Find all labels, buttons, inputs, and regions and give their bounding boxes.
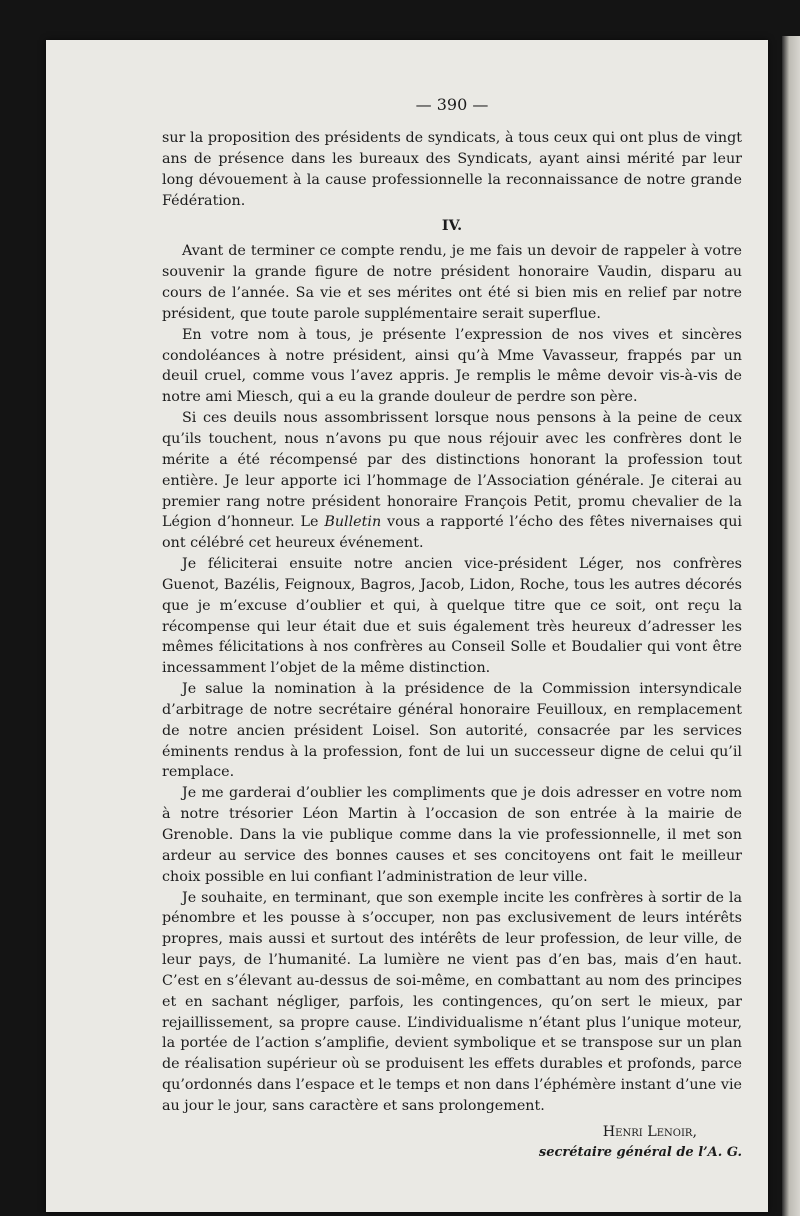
paragraph-2: Avant de terminer ce compte rendu, je me fais un devoir de rappeler à votre souvenir la grande figure de notre président honoraire Vaudin, disparu au cours de l’année. Sa vie et ses mérites ont été si bien mis en relief par notre président, que toute parole supplémentaire serait superflue.: [162, 243, 742, 322]
paragraph-6: Je salue la nomination à la présidence de la Commission intersyndicale d’arbitrage de notre secrétaire général honoraire Feuilloux, en remplacement de notre ancien président Loisel. Son autorité, consacrée par les services éminents rendus à la profession, font de lui un successeur digne de celui qu’il remplace.: [162, 681, 742, 781]
paragraph-5: Je féliciterai ensuite notre ancien vice-président Léger, nos confrères Guenot, Bazélis, Feignoux, Bagros, Jacob, Lidon, Roche, tous les autres décorés que je m’excuse d’oublier et qui, à quelque titre que ce soit, ont reçu la récompense qui leur était due et suis également très heureux d’adresser les mêmes félicitations à nos confrères au Conseil Solle et Boudalier qui vont être incessamment l’objet de la même distinction.: [162, 556, 742, 677]
signature-name: Henri Lenoir,: [602, 1123, 697, 1140]
paragraph-7: Je me garderai d’oublier les compliments que je dois adresser en votre nom à notre trésorier Léon Martin à l’occasion de son entrée à la mairie de Grenoble. Dans la vie publique comme dans la vie professionnelle, il met son ardeur au service des bonnes causes et ses concitoyens ont fait le meilleur choix possible en lui confiant l’administration de leur ville.: [162, 785, 742, 885]
paragraph-8: Je souhaite, en terminant, que son exemple incite les confrères à sortir de la pénombre et les pousse à s’occuper, non pas exclusivement de leurs intérêts propres, mais aussi et surtout des intérêts de leur profession, de leur ville, de leur pays, de l’humanité. La lumière ne vient pas d’en bas, mais d’en haut. C’est en s’élevant au-dessus de soi-même, en combattant au nom des principes et en sachant négliger, parfois, les contingences, qu’on sert le mieux, par rejaillissement, sa propre cause. L’individualisme n’étant plus l’unique moteur, la portée de l’action s’amplifie, devient symbolique et se transpose sur un plan de réalisation supérieur où se produisent les effets durables et profonds, parce qu’ordonnés dans l’espace et le temps et non dans l’éphémère instant d’une vie au jour le jour, sans caractère et sans prolongement.: [162, 889, 742, 1114]
page-number: — 390 —: [415, 95, 489, 114]
paragraph-1: sur la proposition des présidents de syndicats, à tous ceux qui ont plus de vingt ans de présence dans les bureaux des Syndicats, ayant ainsi mérité par leur long dévouement à la cause professionnelle la reconnaissance de notre grande Fédération.: [162, 130, 742, 209]
document-page: [46, 40, 768, 1212]
adjacent-page-edge: [782, 36, 800, 1216]
section-heading: IV.: [441, 218, 463, 235]
signature-title: secrétaire général de l’A. G.: [538, 1144, 742, 1160]
paragraph-3: En votre nom à tous, je présente l’expression de nos vives et sincères condoléances à notre président, ainsi qu’à Mme Vavasseur, frappés par un deuil cruel, comme vous l’avez appris. Je remplis le même devoir vis-à-vis de notre ami Miesch, qui a eu la grande douleur de perdre son père.: [162, 326, 742, 406]
page-body: [162, 95, 742, 1164]
bulletin-title: Bulletin: [324, 514, 382, 531]
paragraph-4: Si ces deuils nous assombrissent lorsque nous pensons à la peine de ceux qu’ils touchent, nous n’avons pu que nous réjouir avec les confrères dont le mérite a été récompensé par des distinctions honorant la profession tout entière. Je leur apporte ici l’hommage de l’Association générale. Je citerai au premier rang notre président honoraire François Petit, promu chevalier de la Légion d’honneur. Le Bulletin vous a rapporté l’écho des fêtes nivernaises qui ont célébré cet heureux événement.: [162, 410, 742, 552]
